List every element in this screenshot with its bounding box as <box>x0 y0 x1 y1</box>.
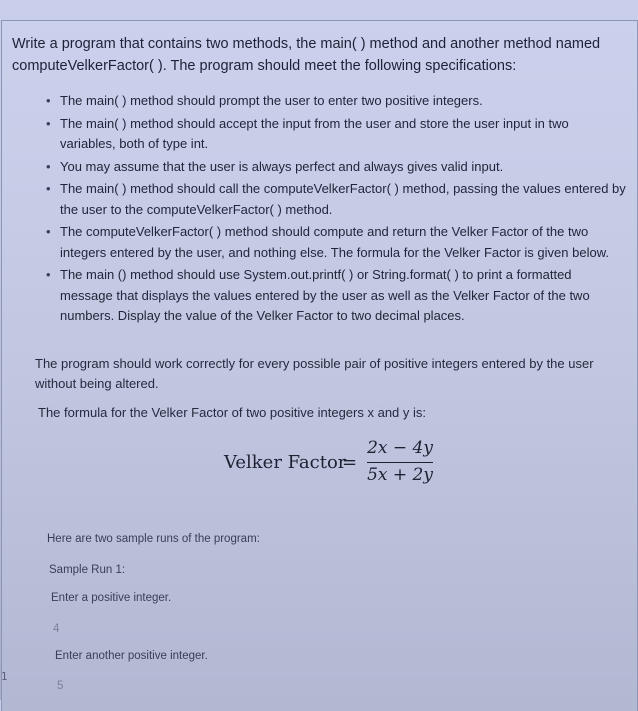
sample-heading: Here are two sample runs of the program: <box>47 533 260 545</box>
sample-run-label: Sample Run 1: <box>49 564 126 576</box>
list-item: • The main( ) method should prompt the user to enter two positive integers. <box>46 91 626 112</box>
list-item: • The main () method should use System.out.printf( ) or String.format( ) to print a formatted message that displays the values entered by the user as well as the Velker Factor of the two numbers. Display the value of the Velker Factor to two decimal places. <box>46 265 626 327</box>
question-intro: Write a program that contains two methods, the main( ) method and another method named computeVelkerFactor( ). The program should meet the following specifications: <box>12 36 601 74</box>
sample-input-1: 4 <box>53 623 60 635</box>
formula-lhs: Velker Factor <box>224 452 347 473</box>
list-item: • You may assume that the user is always perfect and always gives valid input. <box>46 157 626 178</box>
sample-input-2: 5 <box>57 680 64 692</box>
formula-denominator: 5x + 2y <box>367 465 433 485</box>
list-item: • The computeVelkerFactor( ) method should compute and return the Velker Factor of the two integers entered by the user, and nothing else. The formula for the Velker Factor is given below. <box>46 222 626 263</box>
formula-equals: = <box>342 452 358 473</box>
fraction-bar <box>367 462 433 463</box>
specification-list <box>46 91 626 329</box>
list-item: • The main( ) method should accept the input from the user and store the user input in two variables, both of type int. <box>46 114 626 155</box>
list-item: • The main( ) method should call the computeVelkerFactor( ) method, passing the values entered by the user to the computeVelkerFactor( ) method. <box>46 179 626 220</box>
sample-prompt-1: Enter a positive integer. <box>51 592 172 604</box>
work-note: The program should work correctly for every possible pair of positive integers entered by the user without being altered. <box>35 356 594 391</box>
formula-numerator: 2x − 4y <box>367 438 433 458</box>
sample-prompt-2: Enter another positive integer. <box>55 650 208 662</box>
line-number: 1 <box>1 671 8 683</box>
formula-intro: The formula for the Velker Factor of two positive integers x and y is: <box>38 405 427 420</box>
velker-formula <box>224 438 444 488</box>
